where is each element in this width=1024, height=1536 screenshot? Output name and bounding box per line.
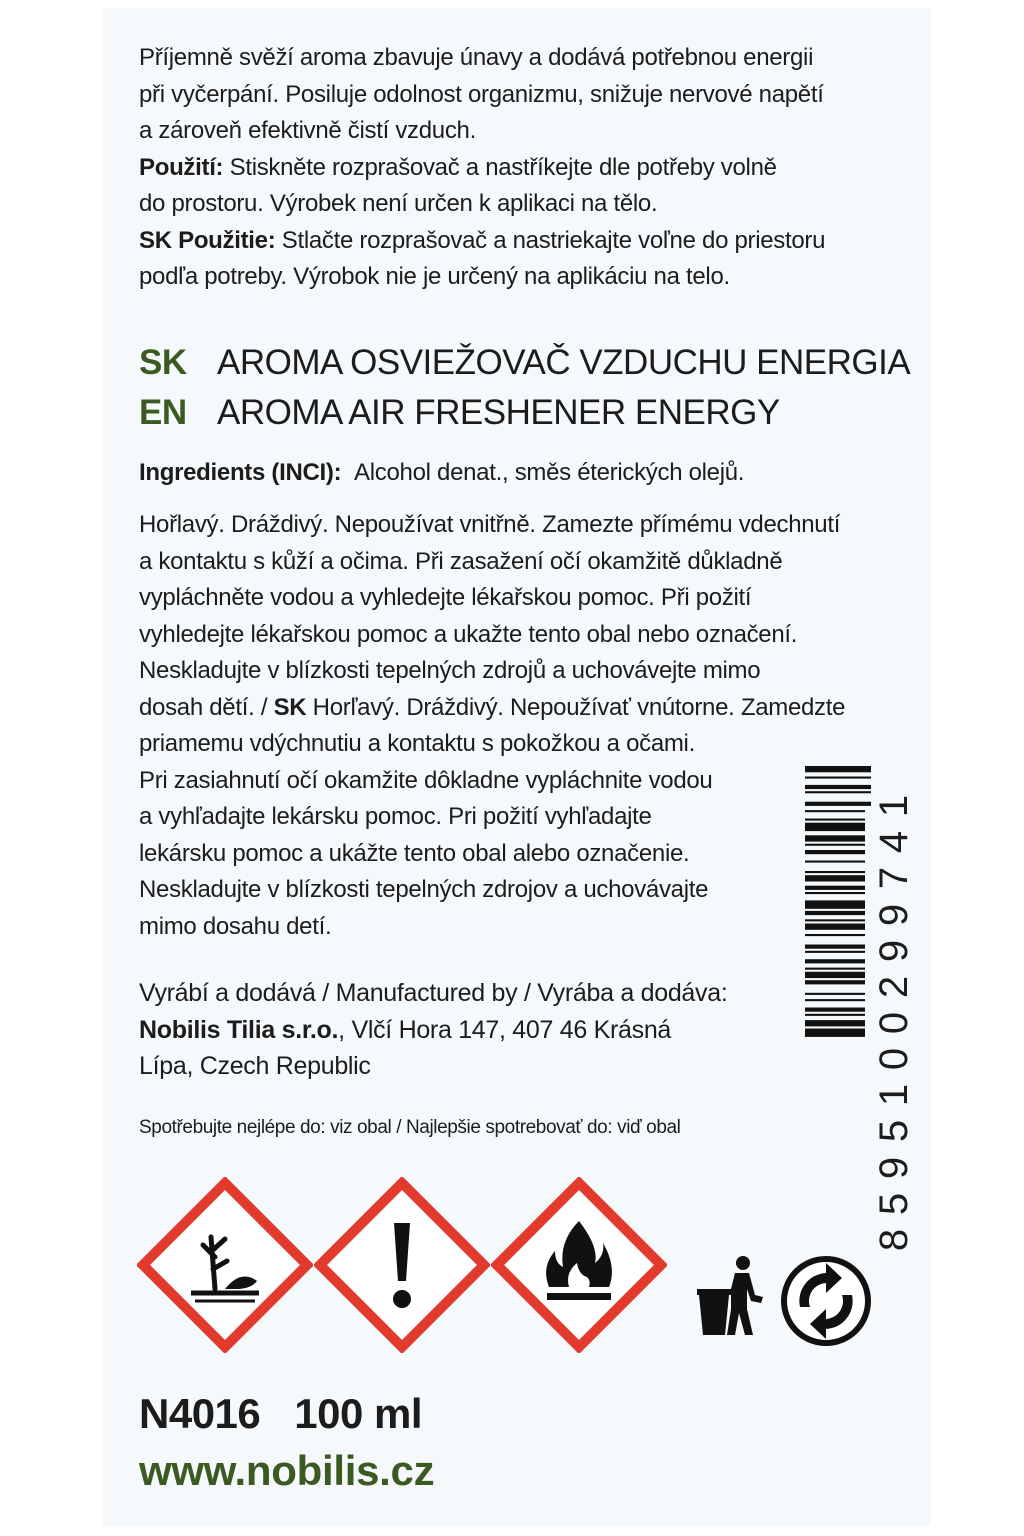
address-text: Lípa, Czech Republic — [139, 1052, 371, 1080]
barcode-digit: 1 — [872, 1084, 916, 1107]
environment-hazard-icon — [137, 1177, 313, 1353]
description-line: při vyčerpání. Posiluje odolnost organizmu, snižuje nervové napětí — [139, 80, 824, 108]
barcode-bar — [805, 835, 865, 841]
usage-label: Použití: — [139, 153, 224, 181]
barcode-bar — [805, 980, 865, 984]
description-line: a zároveň efektivně čistí vzduch. — [139, 117, 476, 144]
barcode-number — [873, 786, 915, 1256]
barcode-digit: 0 — [872, 1047, 916, 1071]
barcode-bar — [805, 968, 865, 970]
address-text: , Vlčí Hora 147, 407 46 Krásná — [338, 1015, 672, 1044]
warning-line: a kontaktu s kůží a očima. Při zasažení očí okamžitě důkladně — [139, 547, 783, 575]
ingredients-value: Alcohol denat., směs éterických olejů. — [354, 459, 745, 486]
barcode-digit: 5 — [872, 1192, 916, 1215]
barcode — [805, 766, 871, 1218]
barcode-bar — [805, 945, 865, 949]
company-name: Nobilis Tilia s.r.o. — [139, 1015, 339, 1044]
barcode-bar — [805, 919, 865, 921]
barcode-bar — [805, 900, 865, 908]
warning-line: Neskladujte v blízkosti tepelných zdrojov a uchovávajte — [139, 876, 709, 903]
warning-line: a vyhľadajte lekársku pomoc. Pri požití vyhľadajte — [139, 803, 652, 830]
safety-warnings — [139, 507, 899, 945]
barcode-bar — [805, 766, 871, 772]
warning-line: Pri zasiahnutí očí okamžite dôkladne vypláchnite vodou — [139, 766, 713, 794]
usage-line — [139, 150, 929, 187]
barcode-bar — [805, 1014, 865, 1016]
warning-line: vyhledejte lékařskou pomoc a ukažte tento obal nebo označení. — [139, 620, 798, 648]
barcode-bar — [805, 999, 865, 1001]
barcode-bar — [805, 861, 865, 863]
barcode-bar — [805, 819, 865, 821]
barcode-digit: 5 — [872, 1120, 916, 1143]
sk-usage-text: Stlačte rozprašovač a nastriekajte voľne do priestoru — [275, 226, 826, 254]
barcode-bar — [805, 959, 865, 963]
flame-hazard-icon — [491, 1177, 667, 1353]
sk-usage-text: podľa potreby. Výrobok nie je určený na aplikáciu na telo. — [139, 263, 730, 290]
language-code: EN — [139, 393, 187, 432]
barcode-bar — [805, 791, 871, 793]
manufacturer-address — [139, 1012, 727, 1049]
barcode-digit: 1 — [872, 794, 916, 818]
barcode-digit: 9 — [872, 903, 916, 926]
website-url: www.nobilis.cz — [139, 1447, 435, 1494]
volume: 100 ml — [294, 1390, 423, 1437]
usage-text: Stiskněte rozprašovač a nastříkejte dle potřeby volně — [223, 153, 777, 181]
warning-line: lekársku pomoc a ukážte tento obal alebo označenie. — [139, 839, 690, 867]
barcode-bar — [805, 1020, 865, 1026]
warning-line — [139, 690, 899, 727]
language-code: SK — [139, 343, 187, 382]
barcode-bar — [805, 802, 871, 806]
barcode-bar — [805, 1008, 865, 1012]
warning-text: Horľavý. Dráždivý. Nepoužívať vnútorne. Zamedzte — [306, 693, 846, 721]
barcode-digit: 2 — [872, 975, 916, 998]
sk-usage-label: SK Použitie: — [139, 226, 276, 254]
product-code: N4016 — [139, 1390, 261, 1437]
barcode-bar — [805, 993, 865, 995]
product-description — [139, 40, 929, 296]
barcode-bar — [805, 951, 865, 953]
barcode-bar — [805, 924, 865, 930]
ingredients — [139, 455, 744, 492]
barcode-bar — [805, 844, 865, 846]
title-en — [139, 388, 910, 438]
barcode-bar — [805, 785, 871, 789]
barcode-digit: 9 — [872, 1156, 916, 1179]
barcode-bar — [805, 850, 865, 854]
ingredients-label: Ingredients (INCI): — [139, 459, 342, 486]
product-name: AROMA AIR FRESHENER ENERGY — [217, 393, 780, 432]
barcode-bar — [805, 871, 865, 873]
usage-text: do prostoru. Výrobek není určen k aplikaci na tělo. — [139, 190, 658, 217]
best-before-note: Spotřebujte nejlépe do: viz obal / Najlepšie spotrebovať do: viď obal — [139, 1117, 681, 1138]
barcode-bar — [805, 911, 865, 915]
product-code-volume — [139, 1390, 456, 1438]
sk-usage-line — [139, 223, 929, 260]
barcode-bar — [805, 875, 865, 881]
barcode-digit: 9 — [872, 939, 916, 962]
barcode-bar — [805, 1029, 865, 1037]
product-name: AROMA OSVIEŽOVAČ VZDUCHU ENERGIA — [217, 343, 911, 382]
title-sk — [139, 338, 910, 388]
barcode-digit: 4 — [872, 831, 916, 854]
warning-line: priamemu vdýchnutiu a kontaktu s pokožkou a očami. — [139, 730, 695, 757]
tidyman-disposal-icon — [695, 1255, 769, 1337]
barcode-bar — [805, 892, 865, 894]
barcode-digit: 0 — [872, 1011, 916, 1035]
barcode-bar — [805, 810, 865, 812]
barcode-bar — [805, 886, 865, 890]
warning-text: dosah dětí. / — [139, 693, 274, 721]
description-line: Příjemně svěží aroma zbavuje únavy a dodává potřebnou energii — [139, 44, 814, 71]
barcode-digit: 7 — [872, 867, 916, 890]
language-code: SK — [273, 693, 307, 721]
green-dot-recycle-icon — [780, 1255, 872, 1347]
manufacturer-heading: Vyrábí a dodává / Manufactured by / Vyrába a dodáva: — [139, 979, 728, 1007]
barcode-bar — [805, 777, 871, 779]
barcode-bar — [805, 823, 865, 831]
warning-line: mimo dosahu detí. — [139, 912, 332, 940]
manufacturer-info — [139, 975, 727, 1085]
barcode-digit: 8 — [872, 1228, 916, 1251]
product-titles — [139, 338, 910, 438]
warning-line: vypláchněte vodou a vyhledejte lékařskou pomoc. Při požití — [139, 584, 752, 611]
warning-line: Neskladujte v blízkosti tepelných zdrojů a uchovávejte mimo — [139, 657, 761, 684]
exclamation-hazard-icon — [314, 1177, 490, 1353]
barcode-bar — [805, 972, 865, 978]
warning-line: Hořlavý. Dráždivý. Nepoužívat vnitřně. Zamezte přímému vdechnutí — [139, 511, 841, 538]
barcode-bar — [805, 934, 865, 936]
